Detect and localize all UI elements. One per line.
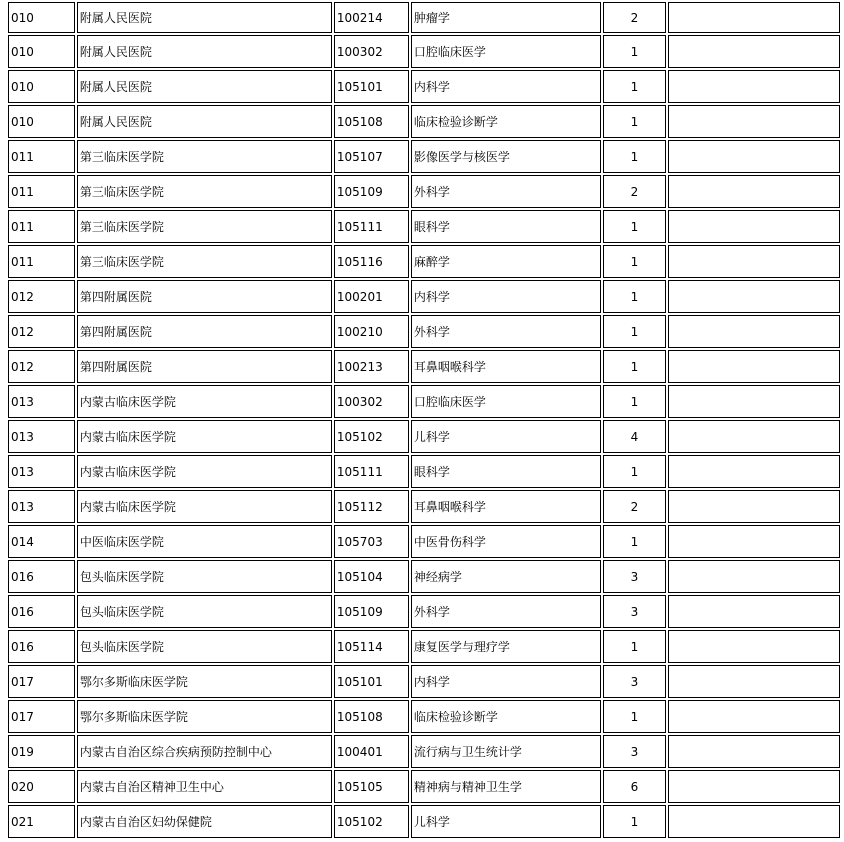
major-code-cell: 100201: [334, 280, 409, 313]
unit-code-cell: 016: [8, 630, 75, 663]
major-code-cell: 105105: [334, 770, 409, 803]
unit-name-cell: 内蒙古自治区妇幼保健院: [77, 805, 332, 838]
major-name-cell: 内科学: [411, 70, 601, 103]
remark-cell: [668, 35, 840, 68]
major-code-cell: 100302: [334, 35, 409, 68]
unit-code-cell: 012: [8, 315, 75, 348]
major-code-cell: 105104: [334, 560, 409, 593]
remark-cell: [668, 245, 840, 278]
unit-name-cell: 包头临床医学院: [77, 560, 332, 593]
count-cell: 3: [603, 595, 666, 628]
major-name-cell: 康复医学与理疗学: [411, 630, 601, 663]
count-cell: 1: [603, 245, 666, 278]
table-row: [8, 35, 840, 68]
unit-name-cell: 内蒙古临床医学院: [77, 490, 332, 523]
major-code-cell: 105111: [334, 210, 409, 243]
major-code-cell: 105116: [334, 245, 409, 278]
major-name-cell: 耳鼻咽喉科学: [411, 490, 601, 523]
major-name-cell: 口腔临床医学: [411, 35, 601, 68]
table-row: [8, 105, 840, 138]
major-name-cell: 流行病与卫生统计学: [411, 735, 601, 768]
unit-code-cell: 021: [8, 805, 75, 838]
count-cell: 2: [603, 175, 666, 208]
major-code-cell: 105112: [334, 490, 409, 523]
count-cell: 6: [603, 770, 666, 803]
major-name-cell: 肿瘤学: [411, 2, 601, 33]
remark-cell: [668, 105, 840, 138]
unit-code-cell: 016: [8, 595, 75, 628]
unit-name-cell: 内蒙古临床医学院: [77, 385, 332, 418]
table-row: [8, 175, 840, 208]
remark-cell: [668, 175, 840, 208]
remark-cell: [668, 2, 840, 33]
unit-name-cell: 附属人民医院: [77, 2, 332, 33]
count-cell: 1: [603, 210, 666, 243]
major-name-cell: 临床检验诊断学: [411, 105, 601, 138]
unit-code-cell: 011: [8, 140, 75, 173]
count-cell: 3: [603, 735, 666, 768]
unit-code-cell: 010: [8, 70, 75, 103]
major-name-cell: 神经病学: [411, 560, 601, 593]
remark-cell: [668, 455, 840, 488]
major-code-cell: 105101: [334, 70, 409, 103]
unit-name-cell: 第三临床医学院: [77, 245, 332, 278]
remark-cell: [668, 735, 840, 768]
unit-code-cell: 020: [8, 770, 75, 803]
major-name-cell: 内科学: [411, 280, 601, 313]
major-name-cell: 外科学: [411, 175, 601, 208]
table-row: [8, 385, 840, 418]
unit-code-cell: 016: [8, 560, 75, 593]
table-row: [8, 770, 840, 803]
unit-name-cell: 中医临床医学院: [77, 525, 332, 558]
unit-name-cell: 附属人民医院: [77, 105, 332, 138]
unit-code-cell: 013: [8, 420, 75, 453]
table-row: [8, 490, 840, 523]
remark-cell: [668, 210, 840, 243]
unit-name-cell: 内蒙古自治区精神卫生中心: [77, 770, 332, 803]
major-name-cell: 眼科学: [411, 455, 601, 488]
count-cell: 2: [603, 490, 666, 523]
major-code-cell: 105109: [334, 595, 409, 628]
major-name-cell: 麻醉学: [411, 245, 601, 278]
unit-name-cell: 附属人民医院: [77, 70, 332, 103]
major-code-cell: 100401: [334, 735, 409, 768]
remark-cell: [668, 140, 840, 173]
unit-code-cell: 010: [8, 2, 75, 33]
major-code-cell: 100213: [334, 350, 409, 383]
major-code-cell: 105101: [334, 665, 409, 698]
unit-code-cell: 011: [8, 210, 75, 243]
count-cell: 1: [603, 280, 666, 313]
unit-name-cell: 包头临床医学院: [77, 595, 332, 628]
count-cell: 1: [603, 385, 666, 418]
major-code-cell: 105114: [334, 630, 409, 663]
unit-name-cell: 鄂尔多斯临床医学院: [77, 700, 332, 733]
remark-cell: [668, 420, 840, 453]
unit-name-cell: 内蒙古临床医学院: [77, 420, 332, 453]
count-cell: 1: [603, 35, 666, 68]
major-name-cell: 中医骨伤科学: [411, 525, 601, 558]
unit-name-cell: 内蒙古自治区综合疾病预防控制中心: [77, 735, 332, 768]
table-row: [8, 280, 840, 313]
major-code-cell: 105102: [334, 805, 409, 838]
table-row: [8, 245, 840, 278]
unit-code-cell: 017: [8, 700, 75, 733]
major-code-cell: 105107: [334, 140, 409, 173]
major-code-cell: 100214: [334, 2, 409, 33]
remark-cell: [668, 770, 840, 803]
table-row: [8, 420, 840, 453]
major-name-cell: 外科学: [411, 315, 601, 348]
unit-code-cell: 013: [8, 455, 75, 488]
unit-code-cell: 019: [8, 735, 75, 768]
unit-code-cell: 012: [8, 280, 75, 313]
table-row: [8, 700, 840, 733]
major-name-cell: 临床检验诊断学: [411, 700, 601, 733]
count-cell: 2: [603, 2, 666, 33]
major-code-cell: 105108: [334, 105, 409, 138]
count-cell: 1: [603, 70, 666, 103]
remark-cell: [668, 350, 840, 383]
major-name-cell: 外科学: [411, 595, 601, 628]
remark-cell: [668, 630, 840, 663]
remark-cell: [668, 315, 840, 348]
unit-code-cell: 014: [8, 525, 75, 558]
table-row: [8, 350, 840, 383]
count-cell: 1: [603, 105, 666, 138]
major-name-cell: 儿科学: [411, 805, 601, 838]
unit-code-cell: 011: [8, 245, 75, 278]
major-code-cell: 100210: [334, 315, 409, 348]
count-cell: 1: [603, 350, 666, 383]
remark-cell: [668, 700, 840, 733]
unit-name-cell: 附属人民医院: [77, 35, 332, 68]
table-body: [8, 2, 840, 838]
table-row: [8, 560, 840, 593]
table-row: [8, 735, 840, 768]
table-row: [8, 455, 840, 488]
unit-code-cell: 013: [8, 490, 75, 523]
unit-name-cell: 第四附属医院: [77, 315, 332, 348]
unit-name-cell: 第三临床医学院: [77, 175, 332, 208]
table-row: [8, 630, 840, 663]
unit-code-cell: 011: [8, 175, 75, 208]
remark-cell: [668, 70, 840, 103]
table-row: [8, 70, 840, 103]
table-row: [8, 315, 840, 348]
count-cell: 3: [603, 665, 666, 698]
major-code-cell: 105102: [334, 420, 409, 453]
major-code-cell: 105108: [334, 700, 409, 733]
remark-cell: [668, 490, 840, 523]
major-code-cell: 100302: [334, 385, 409, 418]
enrollment-table: [6, 0, 842, 840]
unit-code-cell: 010: [8, 35, 75, 68]
remark-cell: [668, 665, 840, 698]
major-name-cell: 儿科学: [411, 420, 601, 453]
unit-name-cell: 第三临床医学院: [77, 210, 332, 243]
major-name-cell: 内科学: [411, 665, 601, 698]
count-cell: 1: [603, 700, 666, 733]
major-name-cell: 影像医学与核医学: [411, 140, 601, 173]
major-name-cell: 耳鼻咽喉科学: [411, 350, 601, 383]
major-name-cell: 口腔临床医学: [411, 385, 601, 418]
remark-cell: [668, 525, 840, 558]
count-cell: 1: [603, 455, 666, 488]
unit-name-cell: 第三临床医学院: [77, 140, 332, 173]
remark-cell: [668, 560, 840, 593]
major-code-cell: 105109: [334, 175, 409, 208]
unit-name-cell: 第四附属医院: [77, 350, 332, 383]
count-cell: 1: [603, 525, 666, 558]
remark-cell: [668, 595, 840, 628]
table-row: [8, 665, 840, 698]
unit-name-cell: 鄂尔多斯临床医学院: [77, 665, 332, 698]
count-cell: 1: [603, 630, 666, 663]
count-cell: 1: [603, 315, 666, 348]
major-name-cell: 眼科学: [411, 210, 601, 243]
table-row: [8, 525, 840, 558]
unit-name-cell: 第四附属医院: [77, 280, 332, 313]
table-row: [8, 2, 840, 33]
table-row: [8, 210, 840, 243]
major-code-cell: 105111: [334, 455, 409, 488]
count-cell: 1: [603, 805, 666, 838]
unit-name-cell: 内蒙古临床医学院: [77, 455, 332, 488]
unit-code-cell: 017: [8, 665, 75, 698]
major-name-cell: 精神病与精神卫生学: [411, 770, 601, 803]
remark-cell: [668, 280, 840, 313]
table-row: [8, 805, 840, 838]
unit-name-cell: 包头临床医学院: [77, 630, 332, 663]
count-cell: 3: [603, 560, 666, 593]
remark-cell: [668, 385, 840, 418]
unit-code-cell: 013: [8, 385, 75, 418]
unit-code-cell: 010: [8, 105, 75, 138]
unit-code-cell: 012: [8, 350, 75, 383]
count-cell: 1: [603, 140, 666, 173]
count-cell: 4: [603, 420, 666, 453]
table-row: [8, 595, 840, 628]
remark-cell: [668, 805, 840, 838]
major-code-cell: 105703: [334, 525, 409, 558]
table-row: [8, 140, 840, 173]
